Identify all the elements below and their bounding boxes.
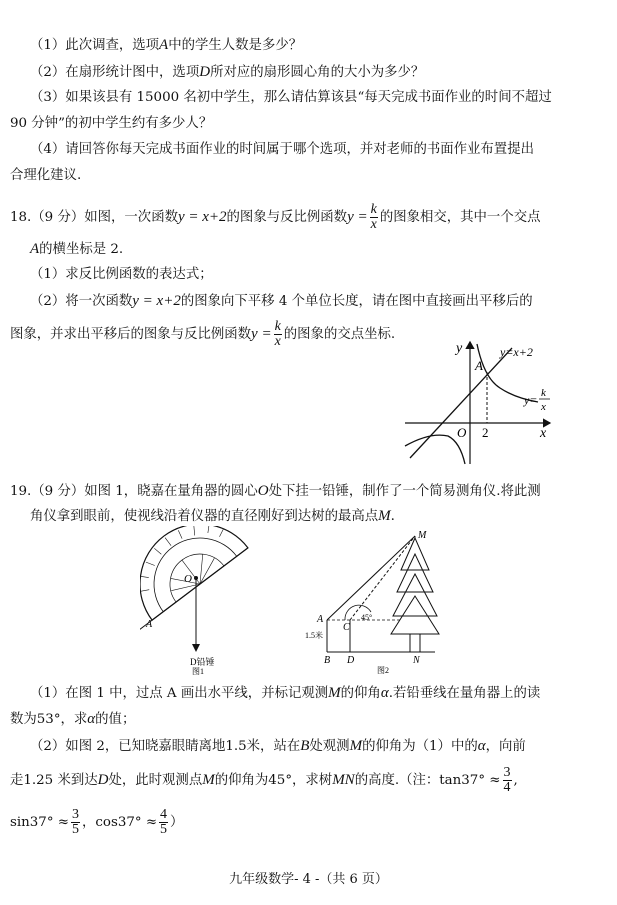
q17-part2: （2）在扇形统计图中，选项D所对应的扇形圆心角的大小为多少？ xyxy=(30,64,425,80)
curve-label-num: k xyxy=(541,387,546,399)
q18-stem-line1: 18.（9 分）如图，一次函数y = x+2的图象与反比例函数y = $\frac{k}{x}$ 的图象相交，其中一个交点 xyxy=(10,202,541,232)
q18-part1: （1）求反比例函数的表达式； xyxy=(30,267,213,282)
fraction-k-over-x-2: $\frac{k}{x}$ xyxy=(274,319,281,349)
fraction-4-over-5: $\frac{4}{5}$ xyxy=(160,807,168,837)
q18-stem-line2: A的横坐标是 2. xyxy=(30,241,124,257)
fig2-a-label: A xyxy=(317,614,324,625)
q19-stem-line2: 角仪拿到眼前，使视线沿着仪器的直径刚好到达树的最高点M. xyxy=(30,508,395,524)
origin-label: O xyxy=(457,425,467,440)
point-a-label: A xyxy=(475,358,483,373)
hyperbola-branch-2 xyxy=(405,435,465,464)
q18-part2: （2）将一次函数y = x+2的图象向下平移 4 个单位长度，请在图中直接画出平移后的 xyxy=(30,293,533,309)
fraction-3-over-4: $\frac{3}{4}$ xyxy=(503,765,511,795)
fraction-k-over-x: $\frac{k}{x}$ xyxy=(370,202,377,232)
q17-part4-cont: 合理化建议. xyxy=(10,168,82,183)
fig2-n-label: N xyxy=(413,655,420,666)
fig2-height-label: 1.5米 xyxy=(305,631,323,640)
q19-part1: （1）在图 1 中，过点 A 画出水平线，并标记观测M的仰角α.若铅垂线在量角器上的读 xyxy=(30,685,541,701)
q19-trig-notes: sin37° ≈ $\frac{3}{5}$ ，cos37° ≈ $\frac{4}{5}$ ） xyxy=(10,807,184,837)
q18-part2-cont: 图象，并求出平移后的图象与反比例函数y = $\frac{k}{x}$ 的图象的交点坐标. xyxy=(10,319,396,349)
tick-2-label: 2 xyxy=(482,425,489,440)
tree-trunk xyxy=(410,634,420,652)
linear-graph-line xyxy=(410,348,512,458)
plumb-bob-icon xyxy=(192,644,200,652)
fig1-d-label: D铅锤 xyxy=(190,657,215,667)
q19-figure2-tree xyxy=(305,530,455,676)
q19-part2: （2）如图 2，已知晓嘉眼睛离地1.5米，站在B处观测M的仰角为（1）中的α，向前 xyxy=(30,738,526,754)
curve-label-den: x xyxy=(541,401,546,413)
q17-part3: （3）如果该县有 15000 名初中学生，那么请估算该县“每天完成书面作业的时间不超过 xyxy=(30,90,552,105)
q19-part2-cont: 走1.25 米到达D处，此时观测点M的仰角为45°，求树MN的高度.（注：tan37° ≈ $\frac{3}{4}$ , xyxy=(10,765,518,795)
protractor-diameter xyxy=(140,548,248,644)
fig2-angle-label: 45° xyxy=(361,613,373,622)
q18-function-graph xyxy=(400,338,560,468)
q17-part3-cont: 90 分钟”的初中学生约有多少人？ xyxy=(10,116,213,131)
fraction-3-over-5: $\frac{3}{5}$ xyxy=(72,807,79,837)
curve-label: y= xyxy=(524,393,538,407)
x-axis-label: x xyxy=(540,426,547,441)
q19-part1-cont: 数为53°，求α的值； xyxy=(10,711,136,727)
center-point xyxy=(194,576,198,580)
q19-stem-line1: 19.（9 分）如图 1，晓嘉在量角器的圆心O处下挂一铅锤，制作了一个简易测角仪.将此测 xyxy=(10,483,541,499)
q19-figure1-protractor xyxy=(140,526,300,676)
fig1-caption: 图1 xyxy=(192,667,204,676)
fig2-b-label: B xyxy=(324,655,331,666)
y-axis-label: y xyxy=(456,341,463,356)
fig1-a-label: A xyxy=(146,619,153,630)
page-footer: 九年级数学- 4 -（共 6 页） xyxy=(229,872,388,887)
fig2-caption: 图2 xyxy=(377,666,389,675)
line-label: y=x+2 xyxy=(500,345,533,359)
protractor-outline xyxy=(140,526,248,620)
fig2-m-label: M xyxy=(418,530,427,541)
fig2-c-label: C xyxy=(343,622,350,633)
q17-part4: （4）请回答你每天完成书面作业的时间属于哪个选项，并对老师的书面作业布置提出 xyxy=(30,142,534,157)
fig1-o-label: O xyxy=(184,573,192,585)
q17-part1: （1）此次调查，选项A中的学生人数是多少？ xyxy=(30,37,303,53)
fig2-d-label: D xyxy=(347,655,355,666)
